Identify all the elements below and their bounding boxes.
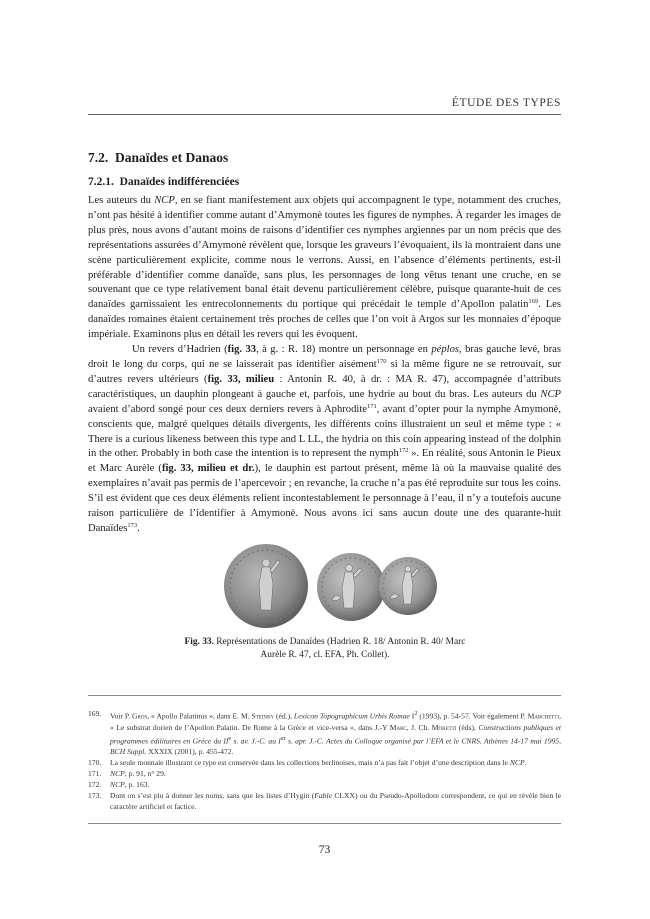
footnote-ref: 172 — [398, 447, 409, 455]
paragraph-1: Les auteurs du NCP, en se fiant manifestement aux objets qui accompagnent le type, notamment des cruches, n’ont pas hésité à identifier comme autant d’Amymonè toutes les figures de nymphes. À regarder les images de plus près, nous avons d’autant moins de raisons d’identifier ces nymphes argiennes par un nom précis que des représentations assurées d’Amymonè révèlent que, lorsque les graveurs l’évoquaient, ils la montraient dans une scène particulièrement explicite, comme nous le verrons. Aussi, en l’absence d’éléments pertinents, est-il préférable d’identifier comme danaïde, sans plus, les personnages de long vêtus tenant une cruche, en se souvenant que ce type relativement banal était devenu particulièrement célèbre, puisque quarante-huit de ces danaïdes garnissaient les entrecolonnements du portique qui précédait le temple d’Apollon palatin$^{169}$. Les danaïdes romaines étaient certainement très proches de celles que l’on voit à Argos sur les monnaies d’époque impériale. Examinons plus en détail les revers qui les évoquent. — [88, 195, 561, 341]
coin-figure — [222, 540, 437, 630]
footnote-170: 170. La seule monnaie illustrant ce type est conservée dans les collections berlinoises, mais n’a pas fait l’objet d’une description dans le NCP. — [88, 758, 527, 768]
footnote-ref: 171 — [366, 402, 377, 410]
page-number: 73 — [318, 844, 331, 856]
coin-marcus-aurelius — [379, 557, 437, 615]
footnote-ref: 170 — [376, 357, 387, 365]
figure-ref: fig. 33, milieu et dr. — [161, 463, 255, 475]
figure-caption-text: Représentations de Danaïdes (Hadrien R. 18/ Antonin R. 40/ Marc Aurèle R. 47, cl. EFA, Ph. Collet). — [213, 637, 466, 660]
footnote-ref: 169 — [528, 298, 539, 306]
subsection-title: Danaïdes indifférenciées — [119, 176, 240, 188]
figure-ref: fig. 33 — [227, 344, 257, 356]
body-text — [88, 194, 561, 537]
coin-hadrian — [224, 544, 308, 628]
subsection-heading — [88, 176, 239, 188]
footnotes — [88, 708, 561, 812]
header-rule — [88, 114, 561, 115]
running-head: ÉTUDE DES TYPES — [451, 97, 561, 109]
subsection-number: 7.2.1. — [88, 176, 114, 188]
section-heading — [88, 150, 228, 166]
section-title: Danaïdes et Danaos — [115, 150, 229, 165]
footnote-172: 172. NCP, p. 163. — [88, 780, 150, 790]
footnote-169: 169. Voir P. Gros, « Apollo Palatinus », dans E. M. Steinby (éd.), Lexicon Topographicum Urbis Romae $I^2$ (1993), p. 54-57. Voir également P. Marchetti, « Le substrat dorien de l’Apollon Palatin. De Rome à la Grèce et vice-versa », dans J.-Y Marc, J. Ch. Moretti (éds), Constructions publiques et programmes édilitaires en Grèce du IIe s. av. J.-C. au Ier s. apr. J.-C. Actes du Colloque organisé par l’EFA et le CNRS, Athènes 14-17 mai 1995, BCH Suppl. XXXIX (2001), p. 455-472. — [88, 709, 562, 757]
footnote-173: 173. Dont on s’est plu à donner les noms, sans que les listes d’Hygin (Fable CLXX) ou du Pseudo-Apollodore correspondent, ce qui en révèle bien le caractère artificiel et factice. — [88, 791, 561, 812]
figure-caption — [175, 636, 475, 662]
footnote-rule — [88, 695, 561, 696]
bottom-rule — [88, 823, 561, 824]
figure-ref: fig. 33, milieu — [207, 373, 275, 385]
footnote-171: 171. NCP, p. 91, n° 29. — [88, 769, 166, 779]
footnote-ref: 173 — [127, 521, 138, 529]
section-number: 7.2. — [88, 150, 109, 165]
coin-images — [222, 540, 437, 630]
figure-label: Fig. 33. — [184, 637, 214, 647]
paragraph-2: Un revers d’Hadrien (fig. 33, à g. : R. 18) montre un personnage en péplos, bras gauche levé, bras droit le long du corps, qui ne se laisserait pas identifier aisément$^{170}$ si la même figure ne se retrouvait, sur d’autres revers ultérieurs (fig. 33, milieu : Antonin R. 40, à dr. : MA R. 47), accompagnée d’attributs caractéristiques, un dauphin plongeant à gauche et, parfois, une hydrie au bout du bras. Les auteurs du NCP avaient d’abord songé pour ces deux derniers revers à Aphrodite$^{171}$, avant d’opter pour la nymphe Amymonè, conscients que, malgré quelques détails divergents, les différents coins illustraient un seul et même type : « There is a curious likeness between this type and L LL, the hydria on this coin appearing instead of the dolphin in the other. Probably in both case the intention is to represent the nymph$^{172}$ ». En réalité, sous Antonin le Pieux et Marc Aurèle (fig. 33, milieu et dr.), le dauphin est partout présent, même là où la mauvaise qualité des exemplaires n’avait pas permis de l’apercevoir ; en revanche, la cruche n’a pas été reproduite sur tous les coins. S’il est évident que ces deux éléments relient incontestablement le personnage à l’eau, il n’y a toutefois aucune raison particulière de l’identifier à Amymonè. Nous avons ici sans aucun doute une des quarante-huit Danaïdes$^{173}$. — [88, 344, 562, 534]
coin-antoninus — [317, 553, 385, 621]
